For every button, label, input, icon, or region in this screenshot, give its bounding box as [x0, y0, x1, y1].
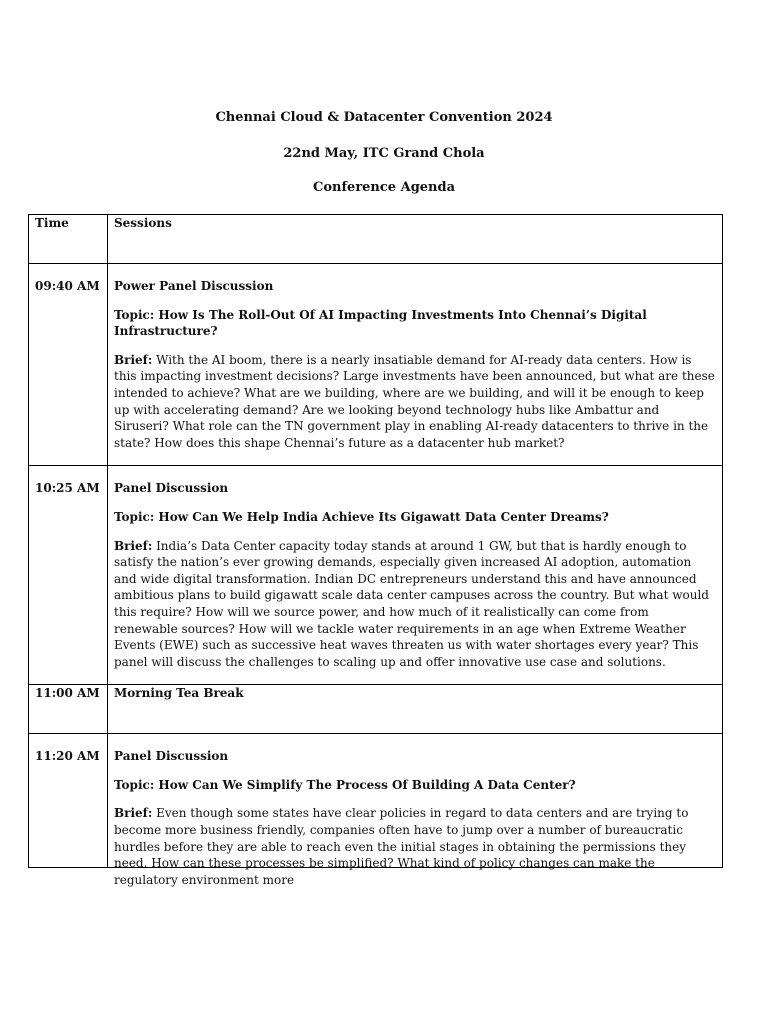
session-title: Power Panel Discussion	[114, 279, 274, 293]
agenda-table	[28, 214, 723, 887]
document-title: Chennai Cloud & Datacenter Convention 2024	[215, 110, 553, 125]
brief-label: Brief:	[114, 352, 153, 367]
event-date-venue: 22nd May, ITC Grand Chola	[283, 146, 485, 161]
session-topic: Topic: How Is The Roll-Out Of AI Impacting Investments Into Chennai’s Digital Infrastructure?	[114, 307, 647, 339]
session-brief	[114, 538, 716, 671]
brief-label: Brief:	[114, 538, 153, 553]
column-header-time: Time	[29, 215, 108, 264]
table-header-row	[29, 215, 723, 264]
table-row	[29, 264, 723, 466]
table-row	[29, 466, 723, 685]
session-time	[29, 264, 108, 466]
column-header-sessions: Sessions	[108, 215, 723, 264]
session-brief	[114, 352, 716, 452]
session-title: Morning Tea Break	[108, 685, 723, 734]
session-topic: Topic: How Can We Help India Achieve Its Gigawatt Data Center Dreams?	[114, 509, 609, 524]
session-time-text: 10:25 AM	[35, 481, 100, 496]
session-brief	[114, 805, 716, 888]
brief-text: Even though some states have clear policies in regard to data centers and are trying to become more business friendly, companies often have to jump over a number of bureaucratic hurdles before they are able to reach even the initial stages in obtaining the permissions they need. How can these processes be simplified? What kind of policy changes can make the regulatory environment more	[114, 806, 689, 887]
table-row	[29, 685, 723, 734]
session-time-text: 09:40 AM	[35, 279, 100, 293]
agenda-heading: Conference Agenda	[312, 180, 456, 195]
session-title: Panel Discussion	[114, 749, 229, 764]
brief-label: Brief:	[114, 806, 153, 821]
brief-text: India’s Data Center capacity today stands at around 1 GW, but that is hardly enough to satisfy the nation’s ever growing demands, especially given increased AI adoption, automation and wide digital transformation. Indian DC entrepreneurs understand this and have announced ambitious plans to build gigawatt scale data center campuses across the country. But what would this require? How will we source power, and how much of it realistically can come from renewable sources? How will we tackle water requirements in an age when Extreme Weather Events (EWE) such as successive heat waves threaten us with water shortages every year? This panel will discuss the challenges to scaling up and offer innovative use case and solutions.	[114, 538, 709, 669]
session-time	[29, 466, 108, 685]
session-cell	[108, 264, 723, 466]
session-time-text: 11:00 AM	[29, 685, 108, 734]
session-topic: Topic: How Can We Simplify The Process Of Building A Data Center?	[114, 777, 576, 792]
session-time-text: 11:20 AM	[35, 749, 100, 764]
session-time	[29, 734, 108, 868]
brief-text: With the AI boom, there is a nearly insatiable demand for AI-ready data centers. How is this impacting investment decisions? Large investments have been announced, but what are these intended to achieve? What are we building, where are we building, and will it be enough to keep up with accelerating demand? Are we looking beyond technology hubs like Ambattur and Siruseri? What role can the TN government play in enabling AI-ready datacenters to thrive in the state? How does this shape Chennai’s future as a datacenter hub market?	[114, 352, 715, 450]
session-cell	[108, 734, 723, 887]
session-title: Panel Discussion	[114, 481, 229, 496]
table-row	[29, 734, 723, 868]
session-cell	[108, 466, 723, 685]
